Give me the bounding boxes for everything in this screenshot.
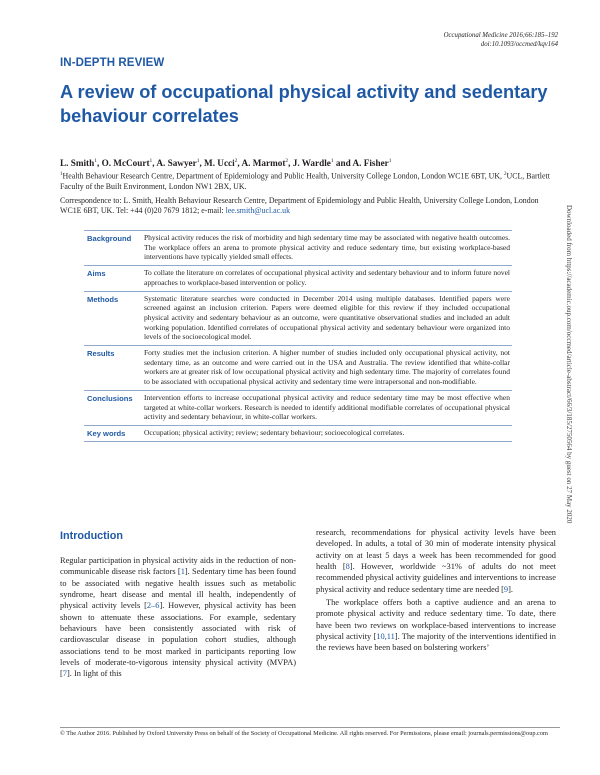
abstract-text: To collate the literature on correlates of occupational physical activity and sedentary behaviour and to inform future novel approaches to workplace-based intervention or policy. — [144, 268, 510, 287]
text-run: ]. However, worldwide ~31% of adults do not meet recommended physical activity guidelines and interventions to increase physical activity and reduce sedentary time are needed [ — [316, 562, 556, 594]
doi-text: doi:10.1093/occmed/kqv164 — [480, 40, 558, 48]
paragraph — [60, 555, 296, 680]
citation-link[interactable]: 10,11 — [376, 632, 395, 642]
citation-link[interactable]: 7 — [62, 669, 67, 679]
author-sep: , — [288, 158, 293, 169]
author-name: M. Ucci — [204, 158, 235, 169]
abstract-text: Physical activity reduces the risk of morbidity and high sedentary time may be associated with negative health outcomes. The workplace offers an arena to promote physical activity and reduce sedentary time, but existing workplace-based interventions have typically yielded small effects. — [144, 233, 510, 262]
copyright-footer: © The Author 2016. Published by Oxford University Press on behalf of the Society of Occupational Medicine. All rights reserved. For Permissions, please email: journals.permissions@oup.com — [60, 727, 560, 739]
author-name: A. Fisher — [352, 158, 389, 169]
text-run: ]. The majority of the interventions identified in the reviews have been based on bolstering workers’ — [316, 632, 556, 653]
abstract-text: Forty studies met the inclusion criterion. A higher number of studies included only occupational physical activity, not sedentary time, as an outcome and were carried out in the USA and Australia. The review identified that white-collar workers are at greater risk of low occupational physical activity and high sedentary time. The majority of correlates found to be associated with occupational physical activity and sedentary time were intrapersonal and non-modifiable. — [144, 348, 510, 387]
affiliation-sup: 2 — [504, 172, 507, 177]
author-name: O. McCourt — [101, 158, 150, 169]
paragraph — [316, 527, 556, 595]
abstract-row-aims — [84, 266, 512, 291]
citation-link[interactable]: 1 — [180, 567, 185, 577]
text-run: Regular participation in physical activity aids in the reduction of non-communicable disease risk factors [ — [60, 556, 296, 577]
abstract-row-background — [84, 231, 512, 266]
author-sup: 2 — [234, 158, 238, 164]
abstract-text: Occupation; physical activity; review; sedentary behaviour; socioecological correlates. — [144, 427, 405, 437]
author-list — [60, 155, 560, 169]
section-heading: Introduction — [60, 530, 123, 542]
citation-link[interactable]: 9 — [503, 584, 509, 594]
author-name: J. Wardle — [292, 158, 331, 169]
abstract-row-keywords — [84, 426, 512, 442]
abstract-label: Results — [87, 349, 115, 359]
author-sep: and — [333, 158, 353, 169]
abstract-label: Methods — [87, 294, 119, 304]
abstract-text: Systematic literature searches were conducted in December 2014 using multiple databases. Identified papers were screened against an inclusion criterion. Papers were deemed eligible for this review if they included occupational physical activity and sedentary behaviour as an outcome, were quantitative observational studies and included an adult working population. Identified correlates of occupational physical activity and sedentary behaviour were organized into levels of the socioecological model. — [144, 293, 510, 342]
journal-citation — [298, 32, 558, 50]
text-run: ]. — [508, 584, 513, 594]
body-text — [316, 527, 556, 654]
author-sep: , — [152, 158, 157, 169]
citation-link[interactable]: 2–6 — [146, 601, 160, 611]
affiliation-text: UCL, Bartlett Faculty of the Built Environment, London NW1 2BX, UK. — [60, 171, 550, 192]
correspondence-text: Correspondence to: L. Smith, Health Behaviour Research Centre, Department of Epidemiology and Public Health, University College London, London WC1E 6BT, UK. Tel: +44 (0)20 7679 1812; e-mail: — [60, 196, 539, 216]
author-name: L. Smith — [60, 158, 95, 169]
abstract-box — [84, 230, 512, 442]
author-sup: 2 — [285, 158, 289, 164]
author-name: A. Sawyer — [156, 158, 197, 169]
text-run: ]. However, physical activity has been shown to attenuate these associations. For example, sedentary behaviours have been consistently associated with risk of cardiovascular disease in population cohort studies, although associations tend to be most marked in participants reporting low levels of moderate-to-vigorous intensity physical activity (MVPA) [ — [60, 601, 296, 679]
correspondence — [60, 196, 560, 217]
abstract-text: Intervention efforts to increase occupational physical activity and reduce sedentary time may be most effective when targeted at white-collar workers. Research is needed to identify additional modifiable correlates of occupational physical activity and sedentary behaviour, in white-collar workers. — [144, 392, 510, 422]
abstract-row-methods — [84, 292, 512, 347]
text-run: ]. In light of this — [66, 669, 122, 679]
author-sup: 1 — [196, 158, 200, 164]
text-run: The workplace offers both a captive audience and an arena to promote physical activity and reduce sedentary time. To date, there have been two reviews on workplace-based interventions to increase physical activity [ — [316, 598, 556, 642]
download-watermark: Downloaded from https://academic.oup.com/occmed/article-abstract/66/3/185/2750564 by guest on 27 May 2020 — [565, 205, 573, 524]
affiliation-sup: 1 — [60, 172, 63, 177]
author-name: A. Marmot — [241, 158, 286, 169]
affiliations — [60, 170, 560, 192]
abstract-label: Key words — [87, 428, 126, 438]
author-sup: 1 — [330, 158, 334, 164]
author-sep: , — [199, 158, 205, 169]
abstract-row-conclusions — [84, 391, 512, 426]
abstract-label: Aims — [87, 269, 106, 279]
paragraph — [316, 597, 556, 654]
abstract-row-results — [84, 346, 512, 391]
section-label: IN-DEPTH REVIEW — [60, 57, 165, 69]
body-column-left — [60, 530, 296, 680]
citation-link[interactable]: 8 — [345, 562, 350, 572]
abstract-label: Conclusions — [87, 393, 133, 403]
author-sep: , — [237, 158, 242, 169]
affiliation-text: Health Behaviour Research Centre, Department of Epidemiology and Public Health, University College London, London WC1E 6BT, UK, — [62, 171, 504, 181]
body-column-right — [316, 527, 556, 654]
author-sup: 1 — [149, 158, 153, 164]
email-link[interactable]: lee.smith@ucl.ac.uk — [225, 206, 291, 216]
text-run: ]. Sedentary time has been found to be associated with negative health issues such as metabolic syndrome, heart disease and mental ill health, independently of physical activity levels [ — [60, 567, 296, 611]
abstract-label: Background — [87, 234, 132, 243]
author-sup: 1 — [388, 158, 392, 164]
body-text — [60, 555, 296, 680]
article-title: A review of occupational physical activity and sedentary behaviour correlates — [60, 82, 548, 126]
author-sup: 1 — [94, 158, 97, 164]
author-sep: , — [96, 158, 102, 169]
journal-citation-text: Occupational Medicine 2016;66:185–192 — [443, 32, 558, 39]
text-run: research, recommendations for physical activity levels have been developed. In adults, a total of 30 min of moderate intensity physical activity on at least 5 days a week has been recommended for good health [ — [316, 528, 556, 572]
